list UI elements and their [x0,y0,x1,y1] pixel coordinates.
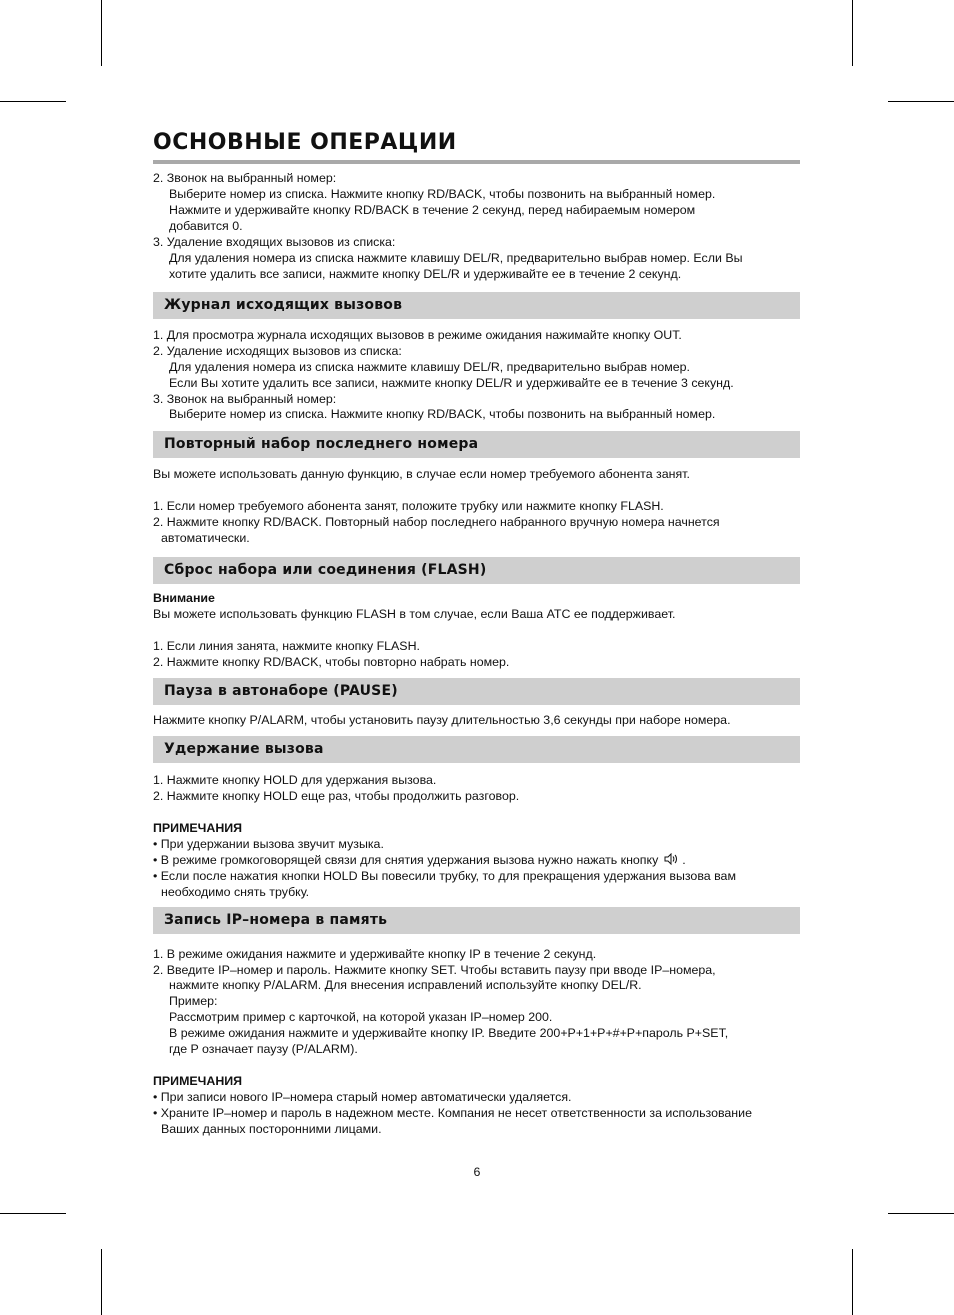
list-item: • При записи нового IP–номера старый номер автоматически удаляется. [153,1090,572,1104]
list-item: 2. Нажмите кнопку RD/BACK. Повторный набор последнего набранного вручную номера начнется [153,515,720,529]
crop-mark [101,1249,102,1315]
list-item: • Если после нажатия кнопки HOLD Вы повесили трубку, то для прекращения удержания вызова вам [153,869,736,883]
paragraph: Нажмите кнопку P/ALARM, чтобы установить паузу длительностью 3,6 секунды при наборе номера. [153,713,731,727]
list-item: 2. Удаление исходящих вызовов из списка: [153,344,402,358]
crop-mark [101,0,102,66]
attention-label: Внимание [153,591,215,605]
section-heading-flash: Сброс набора или соединения (FLASH) [153,557,800,584]
page-title: ОСНОВНЫЕ ОПЕРАЦИИ [153,130,457,155]
list-item: Для удаления номера из списка нажмите клавишу DEL/R, предварительно выбрав номер. [169,360,690,374]
list-item: хотите удалить все записи, нажмите кнопку DEL/R и удерживайте ее в течение 2 секунд. [169,267,682,281]
list-item: 2. Нажмите кнопку RD/BACK, чтобы повторно набрать номер. [153,655,510,669]
section-heading-ip-number: Запись IP–номера в память [153,907,800,934]
crop-mark [888,101,954,102]
notes-label: ПРИМЕЧАНИЯ [153,1074,243,1088]
list-item: • Храните IP–номер и пароль в надежном месте. Компания не несет ответственности за использование [153,1106,752,1120]
section-heading-pause: Пауза в автонаборе (PAUSE) [153,678,800,705]
list-item: нажмите кнопку P/ALARM. Для внесения исправлений используйте кнопку DEL/R. [169,978,642,992]
list-item: необходимо снять трубку. [161,885,310,899]
list-item: 3. Звонок на выбранный номер: [153,392,337,406]
crop-mark [852,1249,853,1315]
note-text: • В режиме громкоговорящей связи для снятия удержания вызова нужно нажать кнопку [153,853,659,867]
list-item: 1. В режиме ожидания нажмите и удерживайте кнопку IP в течение 2 секунд. [153,947,597,961]
list-item: Пример: [169,994,218,1008]
section-heading-hold: Удержание вызова [153,736,800,763]
list-item: добавится 0. [169,219,243,233]
section-heading-redial: Повторный набор последнего номера [153,431,800,458]
crop-mark [0,1213,66,1214]
crop-mark [852,0,853,66]
list-item: Рассмотрим пример с карточкой, на которой указан IP–номер 200. [169,1010,553,1024]
section-heading-outgoing-calls: Журнал исходящих вызовов [153,292,800,319]
list-item: 2. Нажмите кнопку HOLD еще раз, чтобы продолжить разговор. [153,789,520,803]
list-item: • При удержании вызова звучит музыка. [153,837,384,851]
list-item: 1. Если номер требуемого абонента занят, положите трубку или нажмите кнопку FLASH. [153,499,664,513]
list-item: Нажмите и удерживайте кнопку RD/BACK в течение 2 секунд, перед набираемым номером [169,203,696,217]
list-item: 1. Если линия занята, нажмите кнопку FLASH. [153,639,420,653]
crop-mark [0,101,66,102]
list-item: В режиме ожидания нажмите и удерживайте кнопку IP. Введите 200+P+1+P+#+P+пароль P+SET, [169,1026,729,1040]
page-number: 6 [473,1165,481,1179]
crop-mark [888,1213,954,1214]
paragraph: Вы можете использовать функцию FLASH в том случае, если Ваша АТС ее поддерживает. [153,607,676,621]
list-item: 2. Введите IP–номер и пароль. Нажмите кнопку SET. Чтобы вставить паузу при вводе IP–номера, [153,963,716,977]
list-item [153,852,686,868]
list-item: автоматически. [161,531,250,545]
title-rule [153,160,800,164]
list-item: Ваших данных посторонними лицами. [161,1122,382,1136]
list-item: 1. Нажмите кнопку HOLD для удержания вызова. [153,773,437,787]
list-item: Выберите номер из списка. Нажмите кнопку RD/BACK, чтобы позвонить на выбранный номер. [169,187,716,201]
list-item: 1. Для просмотра журнала исходящих вызовов в режиме ожидания нажимайте кнопку OUT. [153,328,682,342]
list-item: Если Вы хотите удалить все записи, нажмите кнопку DEL/R и удерживайте ее в течение 3 секунд. [169,376,734,390]
note-text-end: . [682,853,686,867]
speakerphone-icon [664,853,678,865]
paragraph: Вы можете использовать данную функцию, в случае если номер требуемого абонента занят. [153,467,690,481]
notes-label: ПРИМЕЧАНИЯ [153,821,243,835]
list-item: 3. Удаление входящих вызовов из списка: [153,235,396,249]
list-item: Для удаления номера из списка нажмите клавишу DEL/R, предварительно выбрав номер. Если Вы [169,251,743,265]
list-item: 2. Звонок на выбранный номер: [153,171,337,185]
list-item: где P означает паузу (P/ALARM). [169,1042,358,1056]
list-item: Выберите номер из списка. Нажмите кнопку RD/BACK, чтобы позвонить на выбранный номер. [169,407,716,421]
